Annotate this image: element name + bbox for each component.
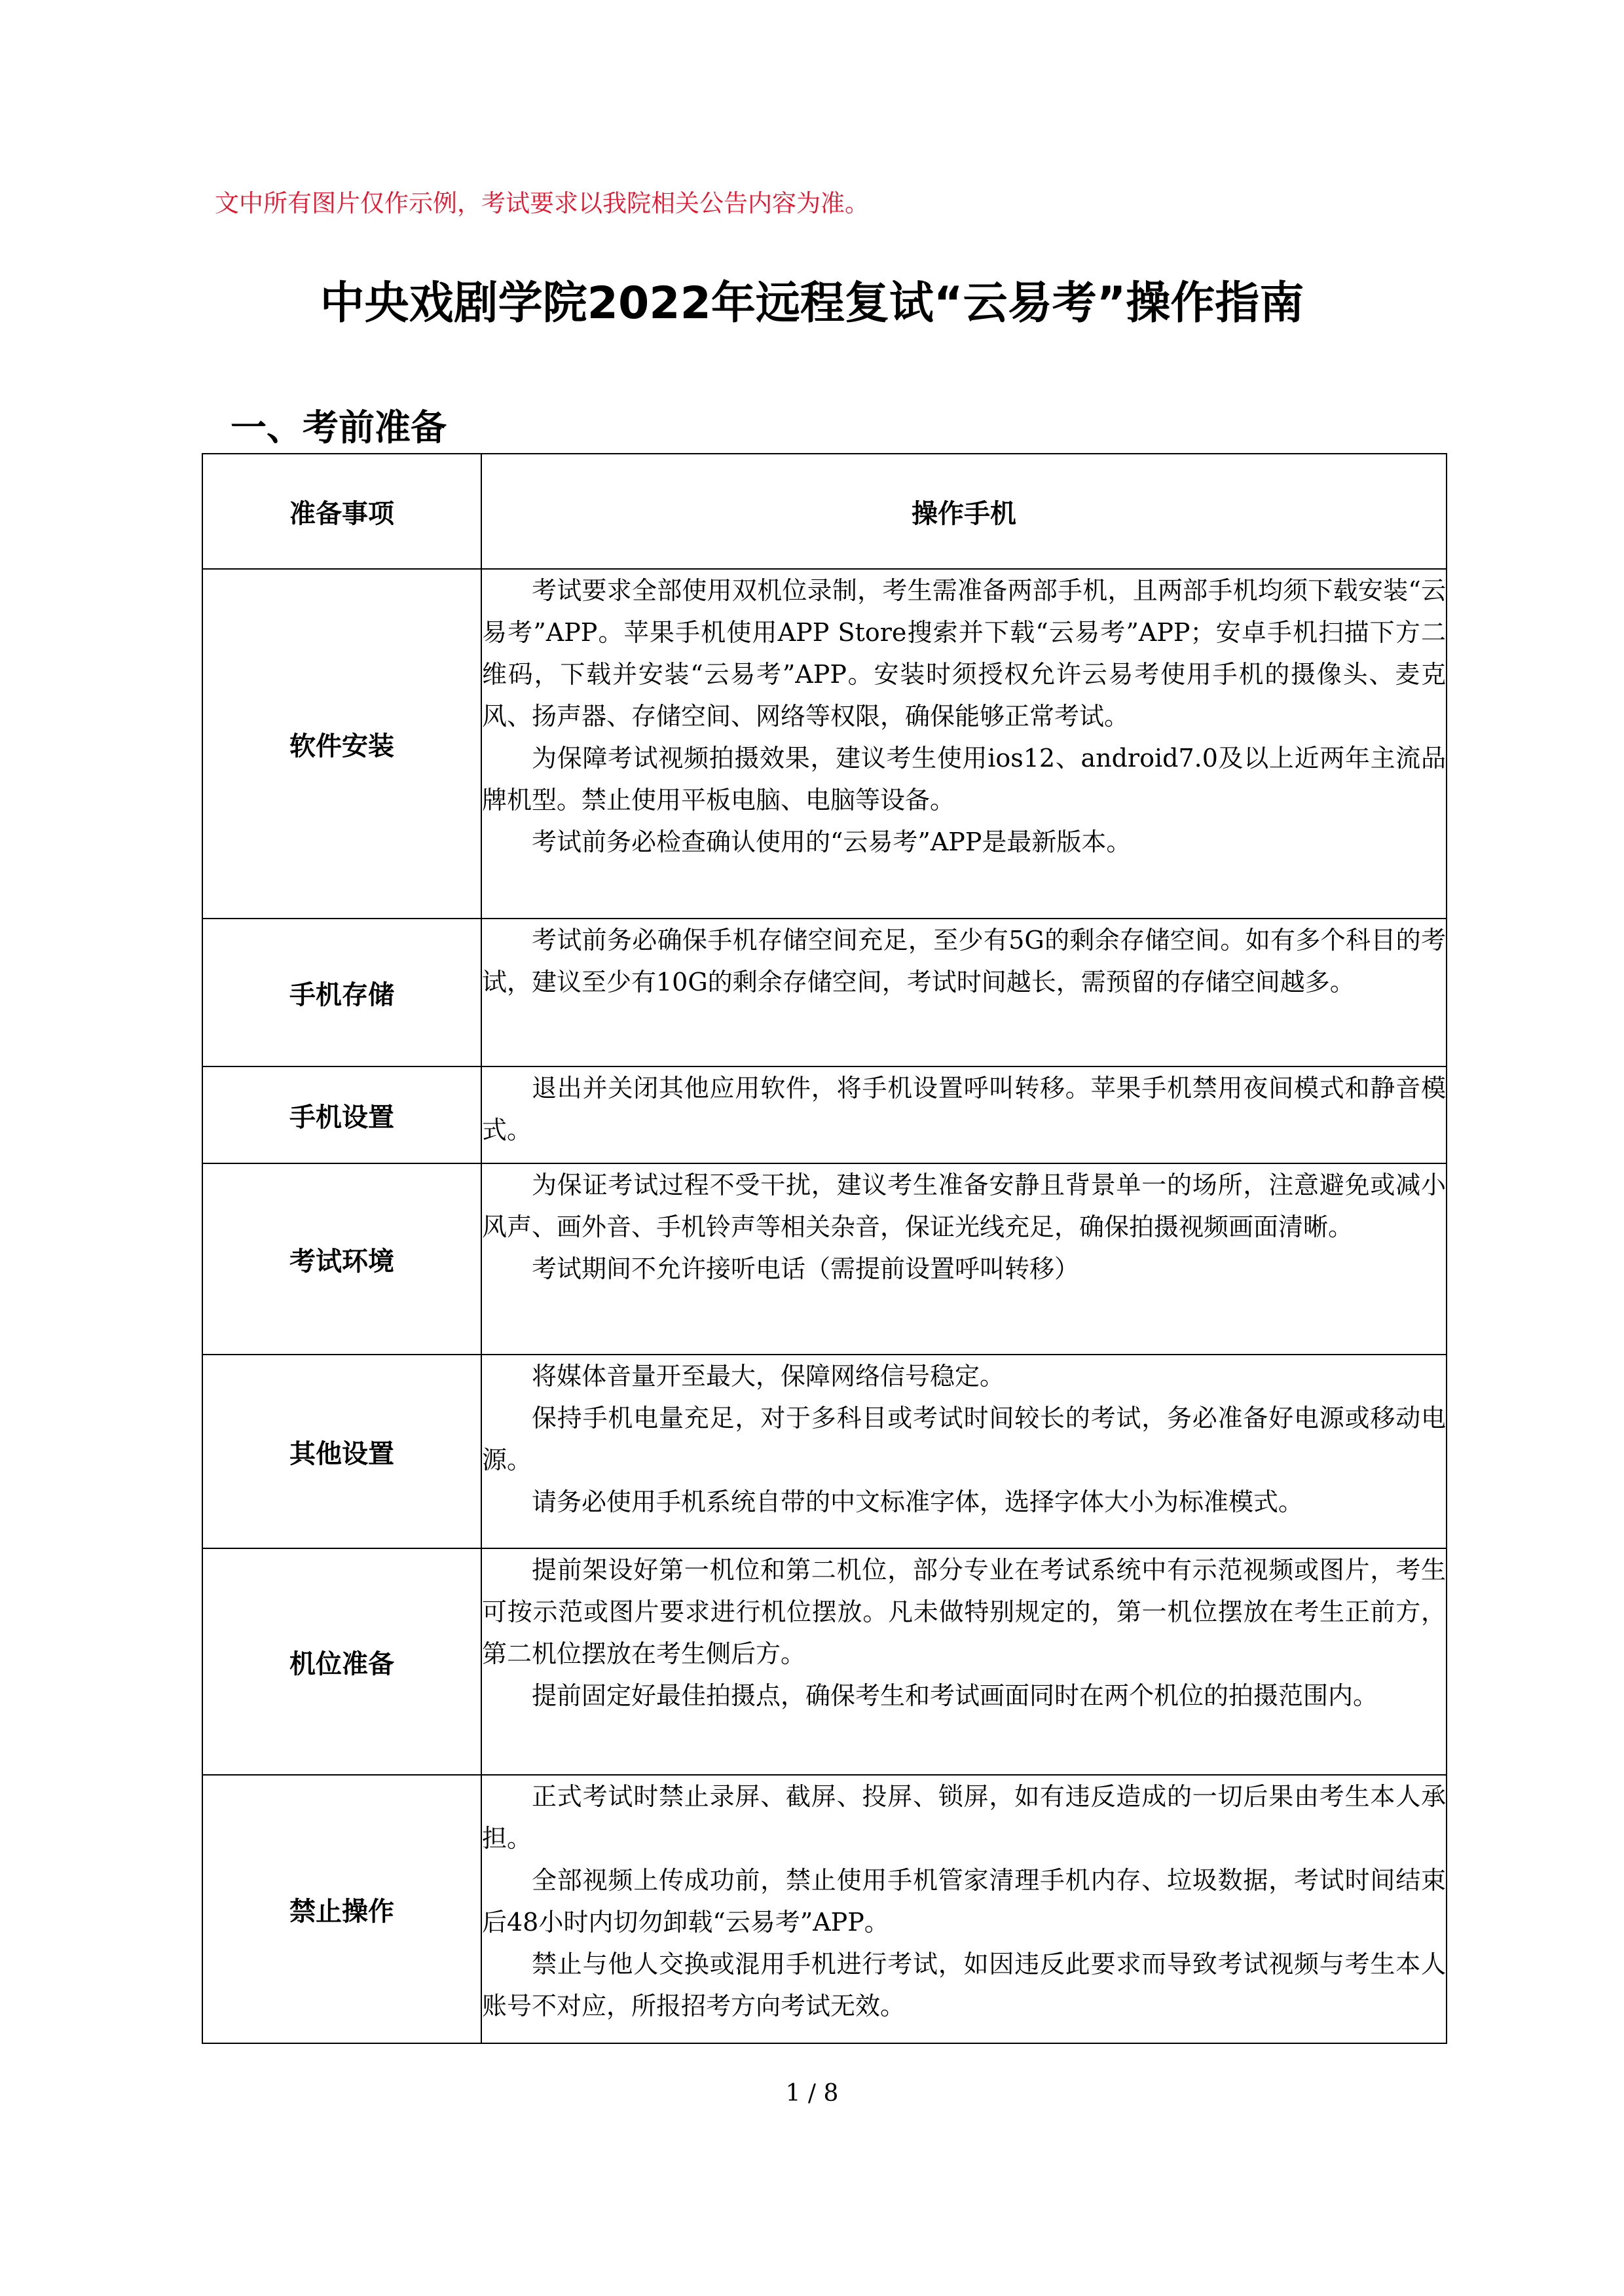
desc-paragraph: 请务必使用手机系统自带的中文标准字体，选择字体大小为标准模式。 (532, 1487, 1304, 1516)
desc-paragraph: 禁止与他人交换或混用手机进行考试，如因违反此要求而导致考试视频与考生本人账号不对应，所报招考方向考试无效。 (482, 1950, 1446, 2020)
table-row (202, 1548, 1447, 1775)
row-desc-prohibited-operations (481, 1775, 1447, 2043)
desc-paragraph: 为保证考试过程不受干扰，建议考生准备安静且背景单一的场所，注意避免或减小风声、画外音、手机铃声等相关杂音，保证光线充足，确保拍摄视频画面清晰。 (482, 1171, 1446, 1241)
row-item-phone-settings: 手机设置 (202, 1066, 481, 1163)
row-item-phone-storage: 手机存储 (202, 919, 481, 1066)
row-item-other-settings: 其他设置 (202, 1355, 481, 1548)
desc-paragraph: 考试要求全部使用双机位录制，考生需准备两部手机，且两部手机均须下载安装“云易考”APP。苹果手机使用APP Store搜索并下载“云易考”APP；安卓手机扫描下方二维码，下载并安装“云易考”APP。安装时须授权允许云易考使用手机的摄像头、麦克风、扬声器、存储空间、网络等权限，确保能够正常考试。 (482, 576, 1446, 731)
table-row (202, 919, 1447, 1066)
notice-text: 文中所有图片仅作示例，考试要求以我院相关公告内容为准。 (215, 189, 869, 217)
desc-paragraph: 考试前务必确保手机存储空间充足，至少有5G的剩余存储空间。如有多个科目的考试，建议至少有10G的剩余存储空间，考试时间越长，需预留的存储空间越多。 (482, 926, 1446, 996)
desc-paragraph: 保持手机电量充足，对于多科目或考试时间较长的考试，务必准备好电源或移动电源。 (482, 1404, 1446, 1474)
row-item-prohibited-operations: 禁止操作 (202, 1775, 481, 2043)
table-row (202, 1775, 1447, 2043)
page-number: 1 / 8 (785, 2080, 839, 2107)
desc-paragraph: 考试前务必检查确认使用的“云易考”APP是最新版本。 (532, 828, 1132, 856)
row-item-camera-position: 机位准备 (202, 1548, 481, 1775)
desc-paragraph: 退出并关闭其他应用软件，将手机设置呼叫转移。苹果手机禁用夜间模式和静音模式。 (482, 1074, 1446, 1144)
desc-paragraph: 将媒体音量开至最大，保障网络信号稳定。 (532, 1362, 1005, 1391)
row-desc-software-install (481, 569, 1447, 919)
preparation-table (202, 453, 1447, 2044)
row-desc-phone-settings (481, 1066, 1447, 1163)
table-row (202, 569, 1447, 919)
desc-paragraph: 提前固定好最佳拍摄点，确保考生和考试画面同时在两个机位的拍摄范围内。 (532, 1681, 1378, 1710)
table-header-row (202, 454, 1447, 569)
table-row (202, 1163, 1447, 1355)
table-row (202, 1066, 1447, 1163)
section-heading: 一、考前准备 (231, 407, 447, 448)
desc-paragraph: 为保障考试视频拍摄效果，建议考生使用ios12、android7.0及以上近两年主流品牌机型。禁止使用平板电脑、电脑等设备。 (482, 744, 1446, 814)
desc-paragraph: 考试期间不允许接听电话（需提前设置呼叫转移） (532, 1254, 1080, 1283)
row-item-exam-environment: 考试环境 (202, 1163, 481, 1355)
desc-paragraph: 正式考试时禁止录屏、截屏、投屏、锁屏，如有违反造成的一切后果由考生本人承担。 (482, 1782, 1446, 1853)
table-row (202, 1355, 1447, 1548)
row-desc-exam-environment (481, 1163, 1447, 1355)
row-desc-other-settings (481, 1355, 1447, 1548)
desc-paragraph: 提前架设好第一机位和第二机位，部分专业在考试系统中有示范视频或图片，考生可按示范或图片要求进行机位摆放。凡未做特别规定的，第一机位摆放在考生正前方，第二机位摆放在考生侧后方。 (482, 1556, 1446, 1668)
row-item-software-install: 软件安装 (202, 569, 481, 919)
desc-paragraph: 全部视频上传成功前，禁止使用手机管家清理手机内存、垃圾数据，考试时间结束后48小时内切勿卸载“云易考”APP。 (482, 1866, 1446, 1937)
row-desc-camera-position (481, 1548, 1447, 1775)
column-header-operation: 操作手机 (481, 454, 1447, 569)
document-title: 中央戏剧学院2022年远程复试“云易考”操作指南 (320, 278, 1304, 329)
column-header-item: 准备事项 (202, 454, 481, 569)
row-desc-phone-storage (481, 919, 1447, 1066)
